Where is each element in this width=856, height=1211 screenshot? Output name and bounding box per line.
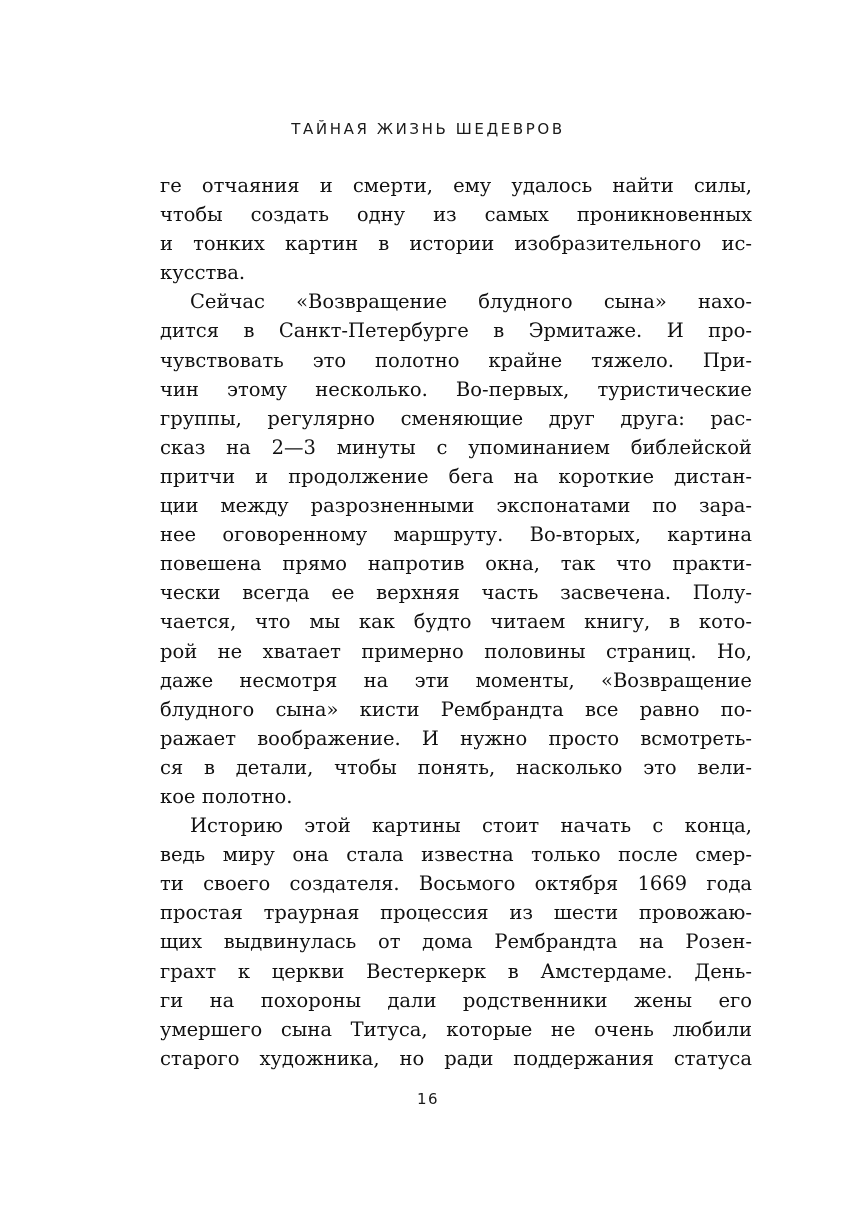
word: часть [481, 581, 539, 605]
text-line [160, 811, 752, 840]
word: с [652, 814, 664, 838]
word: создать [250, 203, 329, 227]
word: она [292, 843, 329, 867]
word: своего [203, 872, 271, 896]
text-line [160, 375, 752, 404]
word: Рембрандта [440, 697, 564, 721]
word: хватает [262, 639, 341, 663]
word: по- [720, 697, 752, 721]
word: шести [553, 901, 619, 925]
word: тонких [193, 232, 265, 256]
word: найти [612, 174, 674, 197]
word: дится [160, 319, 220, 343]
text-line [160, 695, 752, 724]
word: Полу- [692, 581, 752, 605]
word: художника, [259, 1046, 380, 1070]
word: блудного [160, 697, 255, 721]
word: полотно [375, 348, 460, 372]
text-line [160, 898, 752, 927]
word: книгу, [584, 610, 651, 634]
word: чтобы [334, 755, 397, 779]
word: моменты, [475, 668, 575, 692]
word: очень [594, 1017, 654, 1041]
word: нужно [460, 726, 528, 750]
word: чается, [160, 610, 237, 634]
text-line [160, 840, 752, 869]
text-line [160, 229, 752, 258]
word: 1669 [637, 872, 688, 896]
text-line [160, 433, 752, 462]
word: страниц. [606, 639, 697, 663]
word: что [616, 552, 652, 576]
word: полотно. [201, 784, 293, 808]
word: «Возвращение [601, 668, 752, 692]
word: церкви [271, 959, 345, 983]
word: и [160, 232, 173, 256]
word: сказ [160, 435, 206, 459]
page-number: 16 [416, 1090, 440, 1108]
word: бега [448, 464, 494, 488]
word: чувствовать [160, 348, 284, 372]
word: чтобы [160, 203, 223, 227]
word: нее [160, 523, 197, 547]
word: притчи [160, 464, 236, 488]
word: экспонатами [496, 494, 631, 518]
word: в [493, 319, 505, 343]
word: старого [160, 1046, 240, 1070]
word: ге [160, 174, 182, 197]
word: 2—3 [271, 435, 316, 459]
word: это [643, 755, 677, 779]
word: И [421, 726, 439, 750]
word: отчаяния [201, 174, 300, 197]
word: к [237, 959, 250, 983]
word: этому [227, 377, 288, 401]
word: в [669, 610, 681, 634]
word: начать [560, 814, 632, 838]
word: примерно [361, 639, 464, 663]
text-line [160, 491, 752, 520]
word: кото- [698, 610, 752, 634]
text-line [160, 200, 752, 229]
word: сына» [603, 290, 667, 314]
word: изобразительного [514, 232, 702, 256]
word: эти [414, 668, 450, 692]
word: дали [387, 988, 437, 1012]
word: упоминанием [468, 435, 610, 459]
word: практи- [672, 552, 752, 576]
word: на [639, 930, 664, 954]
word: детали, [235, 755, 314, 779]
word: прямо [282, 552, 348, 576]
text-line [160, 869, 752, 898]
word: по [652, 494, 678, 518]
word: которые [446, 1017, 533, 1041]
word: просто [548, 726, 620, 750]
word: окна, [485, 552, 540, 576]
word: Во-вторых, [529, 523, 641, 547]
word: регулярно [267, 406, 376, 430]
word: что [255, 610, 291, 634]
word: даже [160, 668, 214, 692]
word: дистан- [674, 464, 752, 488]
word: Историю [190, 814, 283, 838]
text-line [160, 957, 752, 986]
word: в [204, 755, 215, 779]
text-line [160, 578, 752, 607]
word: силы, [693, 174, 752, 197]
word: ее [331, 581, 355, 605]
word: любили [672, 1017, 752, 1041]
word: минуты [336, 435, 416, 459]
word: в [507, 959, 519, 983]
word: группы, [160, 406, 242, 430]
word: чин [160, 377, 199, 401]
word: одну [356, 203, 406, 227]
word: друга: [620, 406, 685, 430]
word: ражает [160, 726, 237, 750]
word: на [363, 668, 389, 692]
word: кисти [359, 697, 420, 721]
word: библейской [630, 435, 752, 459]
word: рас- [710, 406, 752, 430]
word: друг [548, 406, 595, 430]
word: как [358, 610, 395, 634]
text-line [160, 1044, 752, 1073]
word: поддержания [513, 1046, 654, 1070]
text-line [160, 520, 752, 549]
word: умершего [160, 1017, 263, 1041]
text-line [160, 986, 752, 1015]
word: крайне [488, 348, 563, 372]
word: маршруту. [393, 523, 504, 547]
word: сменяющие [400, 406, 524, 430]
word: миру [222, 843, 275, 867]
word: картины [372, 814, 461, 838]
word: читаем [490, 610, 566, 634]
word: этой [304, 814, 351, 838]
word: грахт [160, 959, 217, 983]
word: ции [160, 494, 199, 518]
word: его [718, 988, 752, 1012]
word: Титуса, [350, 1017, 428, 1041]
word: Санкт-Петербурге [278, 319, 469, 343]
word: из [433, 203, 457, 227]
word: простая [160, 901, 243, 925]
text-line [160, 462, 752, 491]
word: ис- [721, 232, 752, 256]
word: воображение. [257, 726, 401, 750]
word: сына» [275, 697, 339, 721]
word: блудного [478, 290, 573, 314]
word: создателя. [289, 872, 400, 896]
word: на [209, 988, 235, 1012]
word: несмотря [239, 668, 338, 692]
word: День- [694, 959, 752, 983]
word: проникновенных [576, 203, 752, 227]
word: Розен- [685, 930, 752, 954]
word: короткие [558, 464, 655, 488]
word: самых [484, 203, 549, 227]
word: только [531, 843, 601, 867]
word: смер- [695, 843, 752, 867]
word: удалось [511, 174, 593, 197]
word: «Возвращение [296, 290, 448, 314]
word: тяжело. [591, 348, 674, 372]
word: Рембрандта [494, 930, 618, 954]
word: зара- [699, 494, 752, 518]
word: но [399, 1046, 425, 1070]
word: от [377, 930, 401, 954]
word: половины [484, 639, 586, 663]
word: Вестеркерк [366, 959, 487, 983]
word: статуса [673, 1046, 752, 1070]
word: на [513, 464, 539, 488]
word: Амстердаме. [540, 959, 673, 983]
word: Во-первых, [455, 377, 570, 401]
word: мы [309, 610, 341, 634]
word: понять, [417, 755, 496, 779]
text-line [160, 782, 752, 811]
text-line [160, 316, 752, 345]
word: из [509, 901, 533, 925]
text-line [160, 404, 752, 433]
word: провожаю- [638, 901, 752, 925]
word: стоит [481, 814, 540, 838]
word: известна [421, 843, 514, 867]
word: ся [160, 755, 184, 779]
word: похороны [260, 988, 361, 1012]
word: И [666, 319, 684, 343]
text-line [160, 927, 752, 956]
word: ради [444, 1046, 494, 1070]
word: в [378, 232, 390, 256]
word: щих [160, 930, 203, 954]
word: конца, [684, 814, 752, 838]
word: ему [453, 174, 492, 197]
text-line [160, 549, 752, 578]
text-line [160, 258, 752, 287]
word: Сейчас [190, 290, 265, 314]
word: траурная [263, 901, 360, 925]
word: стала [346, 843, 404, 867]
text-line [160, 666, 752, 695]
word: всмотреть- [640, 726, 752, 750]
word: засвечена. [560, 581, 672, 605]
word: вели- [697, 755, 752, 779]
word: так [560, 552, 596, 576]
word: смерти, [352, 174, 433, 197]
word: истории [409, 232, 495, 256]
word: несколько. [315, 377, 428, 401]
text-line [160, 607, 752, 636]
word: Эрмитаже. [528, 319, 643, 343]
text-line [160, 171, 752, 200]
word: продолжение [288, 464, 429, 488]
word: повешена [160, 552, 262, 576]
word: дома [422, 930, 473, 954]
word: туристические [597, 377, 752, 401]
text-line [160, 724, 752, 753]
word: напротив [367, 552, 465, 576]
word: ги [160, 988, 184, 1012]
word: кусства. [160, 261, 246, 285]
word: не [217, 639, 243, 663]
word: верхняя [376, 581, 460, 605]
word: картина [667, 523, 752, 547]
word: все [584, 697, 619, 721]
body-text [160, 171, 752, 1073]
word: и [319, 174, 333, 197]
word: будто [413, 610, 472, 634]
word: жены [634, 988, 692, 1012]
word: ти [160, 872, 184, 896]
word: При- [702, 348, 752, 372]
word: рой [160, 639, 198, 663]
word: не [550, 1017, 576, 1041]
word: года [706, 872, 752, 896]
word: сына [280, 1017, 332, 1041]
text-line [160, 753, 752, 782]
word: это [312, 348, 347, 372]
word: после [618, 843, 678, 867]
word: в [243, 319, 255, 343]
word: чески [160, 581, 221, 605]
word: октября [534, 872, 619, 896]
word: ведь [160, 843, 206, 867]
word: нахо- [698, 290, 752, 314]
word: картин [285, 232, 359, 256]
running-head: ТАЙНАЯ ЖИЗНЬ ШЕДЕВРОВ [291, 120, 565, 138]
text-line [160, 637, 752, 666]
word: насколько [516, 755, 623, 779]
word: всегда [242, 581, 310, 605]
text-line [160, 346, 752, 375]
word: кое [160, 784, 196, 808]
word: с [436, 435, 448, 459]
text-line [160, 1015, 752, 1044]
word: выдвинулась [223, 930, 357, 954]
word: Но, [716, 639, 752, 663]
word: про- [708, 319, 752, 343]
text-line [160, 287, 752, 316]
word: на [226, 435, 251, 459]
word: родственники [462, 988, 608, 1012]
word: равно [639, 697, 700, 721]
word: между [220, 494, 289, 518]
word: процессия [380, 901, 489, 925]
word: оговоренному [222, 523, 368, 547]
word: Восьмого [418, 872, 516, 896]
word: и [255, 464, 269, 488]
word: разрозненными [310, 494, 475, 518]
